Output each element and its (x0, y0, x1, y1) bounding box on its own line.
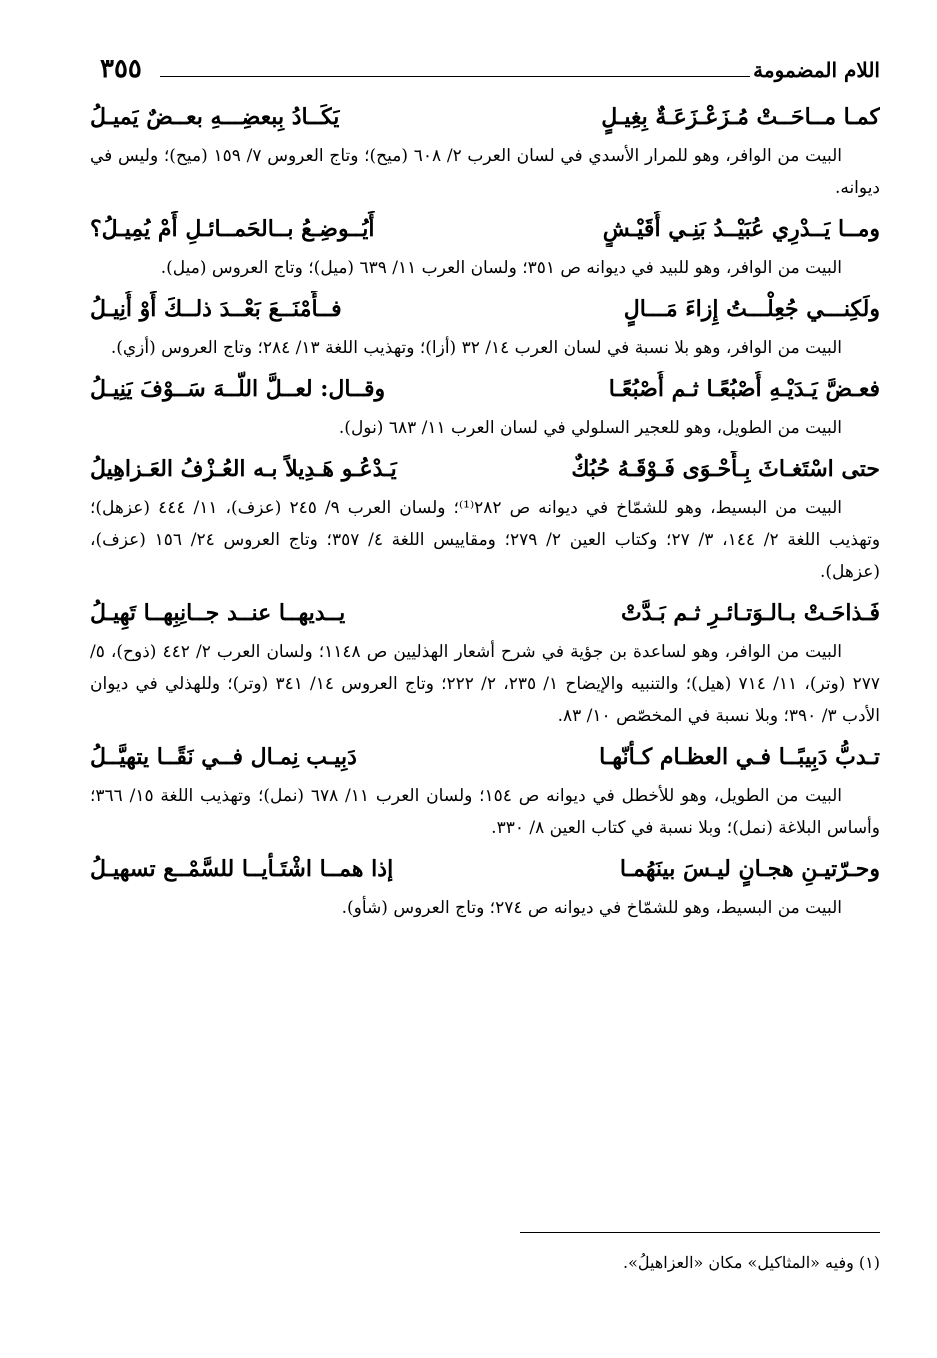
verse-note: البيت من الوافر، وهو لساعدة بن جؤية في شرح أشعار الهذليين ص ١١٤٨؛ ولسان العرب ٢/ ٤٤٢ (ذوح)، ٥/ ٢٧٧ (وتر)، ١١/ ٧١٤ (هيل)؛ والتنبيه والإيضاح ١/ ٢٣٥، ٢/ ٢٢٢؛ وتاج العروس ١٤/ ٣٤١ (وتر)؛ وللهذلي في ديوان الأدب ٣/ ٣٩٠؛ وبلا نسبة في المخصّص ١٠/ ٨٣. (90, 642, 880, 726)
verse-second-hemistich: يَـدْعُـو هَـدِيلاً بـه العُـزْفُ العَـزاهِيلُ (90, 456, 397, 482)
footnotes (90, 1232, 880, 1277)
page-body (90, 50, 880, 926)
verse-first-hemistich: وحـرّتيـنِ هجـانٍ ليـسَ بينَهُمـا (619, 856, 880, 882)
verse-line (90, 366, 880, 412)
verse-first-hemistich: فعـضَّ يَـدَيْـهِ أُصْبُعًـا ثـم أُصْبُعًـا (608, 376, 880, 402)
verse-second-hemistich: وقــال: لعــلَّ اللّــهَ سَــوْفَ يَنِيـلُ (90, 376, 386, 402)
verse-entry (90, 286, 880, 364)
verse-entry (90, 590, 880, 732)
footnote: (١) وفيه «المثاكيل» مكان «العزاهيلُ». (622, 1253, 880, 1272)
verse-first-hemistich: حتى اسْتَغـاثَ بِـأَحْـوَى فَـوْقَـهُ حُبُكٌ (571, 456, 880, 482)
verse-entry (90, 366, 880, 444)
verse-line (90, 446, 880, 492)
verse-second-hemistich: أَيُــوضِـعُ بــالحَمــائـلِ أَمْ يُمِيـلُ؟ (90, 216, 375, 242)
verse-second-hemistich: يَكَــادُ بِبعضِـــهِ بعــضٌ يَميـلُ (90, 104, 340, 130)
page-number: ٣٥٥ (100, 54, 142, 84)
footnote-rule (520, 1232, 880, 1233)
verse-note: البيت من الطويل، وهو للعجير السلولي في لسان العرب ١١/ ٦٨٣ (نول). (338, 418, 842, 438)
verse-second-hemistich: يــديهــا عنــد جــانِبِهــا تَهِيـلُ (90, 600, 346, 626)
verse-second-hemistich: فــأَمْنَــعَ بَعْــدَ ذلــكَ أَوْ أُنِيـلُ (90, 296, 342, 322)
verse-note: البيت من البسيط، وهو للشمّاخ في ديوانه ص ٢٨٢⁽¹⁾؛ ولسان العرب ٩/ ٢٤٥ (عزف)، ١١/ ٤٤٤ (عزهل)؛ وتهذيب اللغة ٢/ ١٤٤، ٣/ ٢٧؛ وكتاب العين ٢/ ٢٧٩؛ ومقاييس اللغة ٤/ ٣٥٧؛ وتاج العروس ٢٤/ ١٥٦ (عزف)، (عزهل). (90, 498, 881, 582)
verse-entry (90, 734, 880, 844)
verse-first-hemistich: ومــا يَــدْرِي عُبَيْــدُ بَنِـي أُقَيْـشٍ (602, 216, 880, 242)
verse-note: البيت من الوافر، وهو للمرار الأسدي في لسان العرب ٢/ ٦٠٨ (ميح)؛ وتاج العروس ٧/ ١٥٩ (ميح)؛ وليس في ديوانه. (90, 146, 880, 198)
verse-note: البيت من الوافر، وهو بلا نسبة في لسان العرب ١٤/ ٣٢ (أزا)؛ وتهذيب اللغة ١٣/ ٢٨٤؛ وتاج العروس (أزي). (110, 338, 842, 358)
verse-entry (90, 846, 880, 924)
verse-line (90, 206, 880, 252)
running-title: اللام المضمومة (753, 58, 880, 82)
header-rule (160, 76, 750, 77)
verse-entry (90, 206, 880, 284)
verse-first-hemistich: تـدبُّ دَبِيبًــا فـي العظـام كـأنّهـا (599, 744, 880, 770)
verse-first-hemistich: فَـذاحَـتْ بـالـوَتـائـرِ ثـم بَـدَّتْ (620, 600, 880, 626)
verse-line (90, 846, 880, 892)
verse-entry (90, 94, 880, 204)
verse-line (90, 94, 880, 140)
verse-note: البيت من البسيط، وهو للشمّاخ في ديوانه ص ٢٧٤؛ وتاج العروس (شأو). (341, 898, 842, 918)
verse-second-hemistich: دَبِيـب نِمـال فــي نَقًــا يتهيَّــلُ (90, 744, 357, 770)
verse-second-hemistich: إذا همــا اشْتَـأيــا للسَّمْــع تسهيـلُ (90, 856, 394, 882)
verse-line (90, 734, 880, 780)
verse-first-hemistich: كمـا مــاحَــتْ مُـزَعْـزَعَـةٌ بِغِيـلٍ (601, 104, 880, 130)
page-header (90, 50, 880, 94)
verse-note: البيت من الطويل، وهو للأخطل في ديوانه ص ١٥٤؛ ولسان العرب ١١/ ٦٧٨ (نمل)؛ وتهذيب اللغة ١٥/ ٣٦٦؛ وأساس البلاغة (نمل)؛ وبلا نسبة في كتاب العين ٨/ ٣٣٠. (90, 786, 880, 838)
verse-entry (90, 446, 880, 588)
verse-first-hemistich: ولَكِنـــي جُعِلْـــتُ إِزاءَ مَـــالٍ (623, 296, 880, 322)
verse-note: البيت من الوافر، وهو للبيد في ديوانه ص ٣٥١؛ ولسان العرب ١١/ ٦٣٩ (ميل)؛ وتاج العروس (ميل). (160, 258, 842, 278)
verse-line (90, 286, 880, 332)
verse-line (90, 590, 880, 636)
